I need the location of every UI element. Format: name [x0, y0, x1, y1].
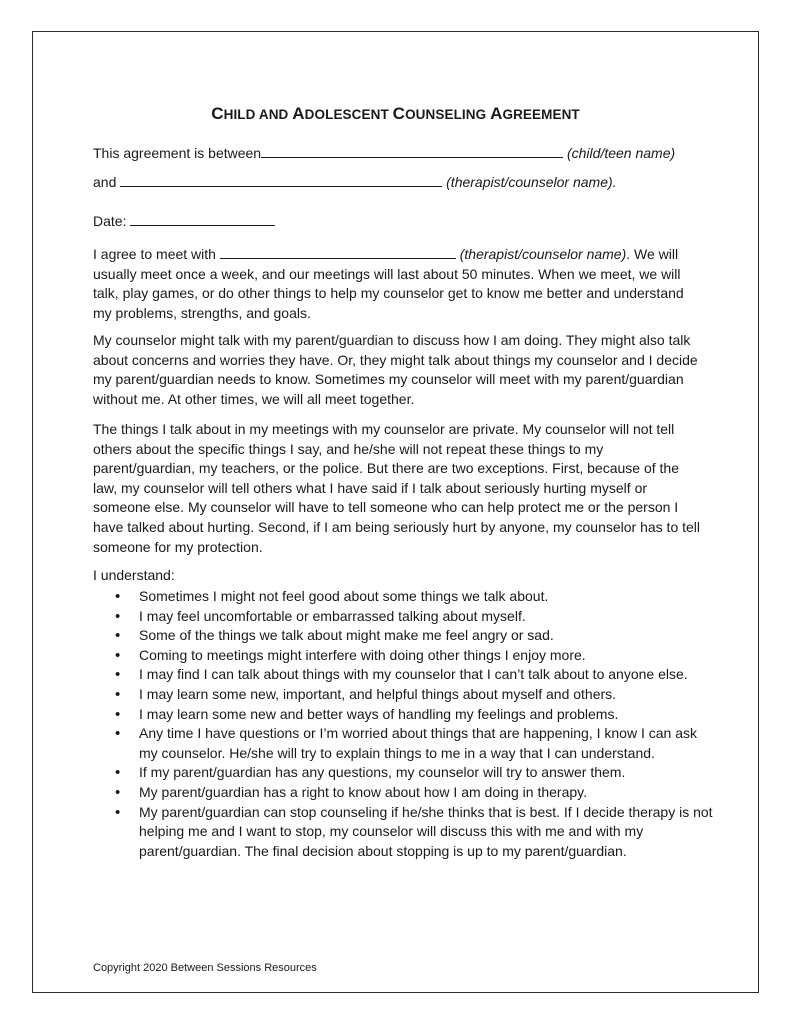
counselor-name-field[interactable] [220, 245, 456, 259]
child-name-field[interactable] [261, 144, 563, 158]
therapist-name-field[interactable] [120, 173, 442, 187]
date-field[interactable] [130, 212, 275, 226]
understand-label: I understand: [93, 567, 175, 583]
list-item: • Any time I have questions or I’m worried about things that are happening, I know I can ask my counselor. He/she will try to explain things to me in a way that I can understand. [93, 724, 713, 763]
title-fragment: HILD AND [223, 107, 293, 122]
list-item: • My parent/guardian can stop counseling if he/she thinks that is best. If I decide therapy is not helping me and I want to stop, my counselor will discuss this with me and with my parent/guardian. The final decision about stopping is up to my parent/guardian. [93, 803, 713, 862]
copyright-footer: Copyright 2020 Between Sessions Resources [93, 962, 317, 974]
date-label: Date: [93, 213, 127, 229]
title-fragment: DOLESCENT [304, 107, 393, 122]
parent-guardian-paragraph: My counselor might talk with my parent/guardian to discuss how I am doing. They might also talk about concerns and worries they have. Or, they might talk about things my counselor and I decide my parent/guardian needs to know. Sometimes my counselor will meet with my parent/guardian without me. At other times, we will all meet together. [93, 332, 698, 407]
meet-with-label: I agree to meet with [93, 246, 216, 262]
agreement-between-line [93, 144, 675, 161]
list-item: • I may learn some new and better ways of handling my feelings and problems. [93, 705, 713, 725]
document-title [0, 104, 791, 124]
list-item: • If my parent/guardian has any questions, my counselor will try to answer them. [93, 763, 713, 783]
list-item: • My parent/guardian has a right to know about how I am doing in therapy. [93, 783, 713, 803]
date-line [93, 212, 275, 229]
list-item: • I may learn some new, important, and helpful things about myself and others. [93, 685, 713, 705]
therapist-name-hint: (therapist/counselor name). [446, 174, 617, 190]
list-item: • Some of the things we talk about might make me feel angry or sad. [93, 626, 713, 646]
therapist-line [93, 173, 617, 190]
title-fragment: OUNSELING [405, 107, 491, 122]
title-fragment: A [292, 104, 305, 123]
list-item: • Sometimes I might not feel good about some things we talk about. [93, 587, 713, 607]
list-item: • I may feel uncomfortable or embarrassed talking about myself. [93, 607, 713, 627]
meeting-paragraph [93, 245, 705, 323]
counselor-name-hint: (therapist/counselor name) [459, 246, 627, 262]
privacy-paragraph: The things I talk about in my meetings with my counselor are private. My counselor will not tell others about the specific things I say, and he/she will not repeat these things to my parent/guardian, my teachers, or the police. But there are two exceptions. First, because of the law, my counselor will tell others what I have said if I talk about seriously hurting myself or someone else. My counselor will have to tell someone who can help protect me or the person I have talked about hurting. Second, if I am being seriously hurt by anyone, my counselor has to tell someone for my protection. [93, 421, 701, 555]
title-fragment: C [392, 104, 406, 123]
and-label: and [93, 174, 117, 190]
meeting-text: . We will usually meet once a week, and our meetings will last about 50 minutes. When we meet, we will talk, play games, or do other things to help my counselor get to know me better and understand my problems, strengths, and goals. [93, 246, 684, 321]
list-item: • I may find I can talk about things with my counselor that I can’t talk about to anyone else. [93, 665, 713, 685]
child-name-hint: (child/teen name) [566, 145, 676, 161]
list-item: • Coming to meetings might interfere with doing other things I enjoy more. [93, 646, 713, 666]
understand-list [93, 587, 713, 861]
title-fragment: GREEMENT [502, 107, 580, 122]
title-fragment: A [490, 104, 503, 123]
title-fragment: C [211, 104, 224, 123]
between-label: This agreement is between [93, 145, 262, 161]
